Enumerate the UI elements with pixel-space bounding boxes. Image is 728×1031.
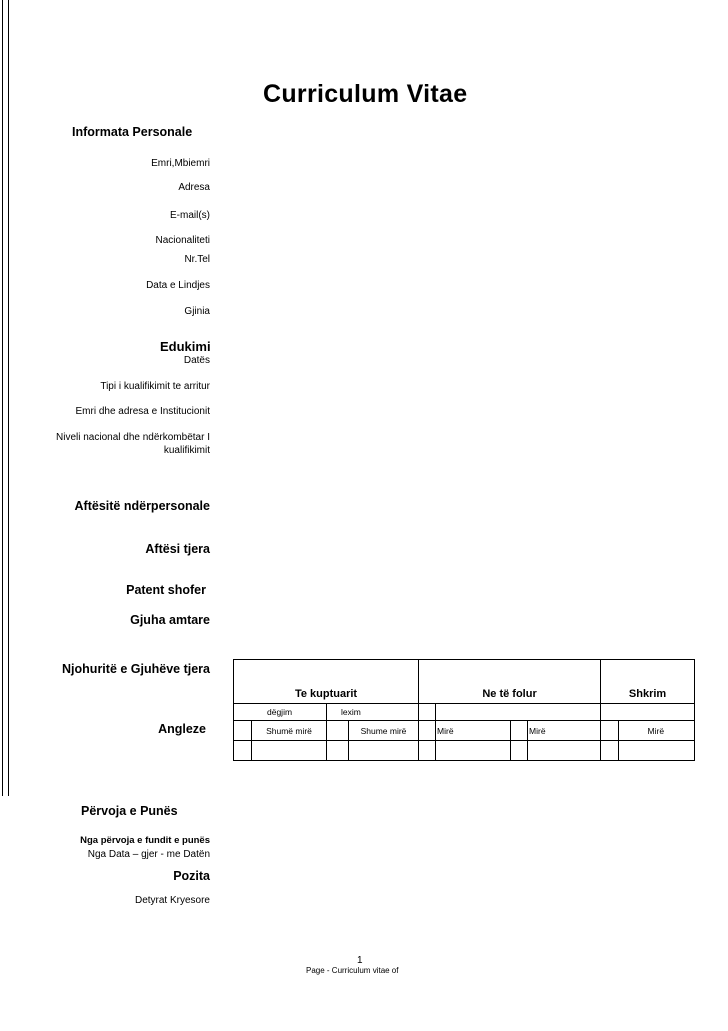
empty-cell: [528, 741, 601, 761]
language-table: [233, 659, 695, 761]
value-cell-blank: [601, 721, 619, 741]
language-name: Angleze: [158, 722, 206, 736]
mother-tongue-heading: Gjuha amtare: [130, 613, 210, 627]
listening-value: Shumë mirë: [252, 721, 327, 741]
listening-label: dëgjim: [267, 707, 293, 717]
empty-cell: [601, 741, 619, 761]
qualification-label: Tipi i kualifikimit te arritur: [100, 381, 210, 392]
qualification-level-label: Niveli nacional dhe ndërkombëtar I kualifikimit: [56, 432, 210, 456]
margin-line-left: [2, 0, 3, 796]
address-label: Adresa: [178, 182, 210, 193]
institution-label: Emri dhe adresa e Institucionit: [75, 406, 210, 417]
value-cell-blank: [327, 721, 349, 741]
empty-cell: [619, 741, 695, 761]
gender-label: Gjinia: [184, 306, 210, 317]
margin-line-right: [8, 0, 9, 796]
footer-text: Page - Curriculum vitae of: [306, 966, 399, 975]
writing-sub-cell: [601, 704, 695, 721]
reading-value: Shume mirë: [349, 721, 419, 741]
duties-label: Detyrat Kryesore: [134, 895, 210, 906]
experience-dates-label: Nga Data – gjer - me Datën: [87, 849, 210, 860]
interpersonal-skills-heading: Aftësitë ndërpersonale: [74, 499, 210, 513]
position-heading: Pozita: [173, 869, 210, 883]
empty-cell: [419, 741, 436, 761]
education-heading: Edukimi: [160, 339, 211, 354]
email-label: E-mail(s): [170, 210, 210, 221]
phone-label: Nr.Tel: [184, 254, 210, 265]
empty-cell: [252, 741, 327, 761]
listening-subheader: [234, 704, 327, 721]
nationality-label: Nacionaliteti: [155, 235, 210, 246]
experience-heading: Përvoja e Punës: [81, 804, 178, 818]
latest-experience-label: Nga përvoja e fundit e punës: [80, 835, 210, 846]
value-cell-blank: [419, 721, 436, 741]
spoken-interaction-value: Mirë: [436, 721, 511, 741]
reading-label: lexim: [341, 707, 361, 717]
value-cell-blank: [234, 721, 252, 741]
driving-license-heading: Patent shofer: [126, 583, 206, 597]
other-languages-heading: Njohuritë e Gjuhëve tjera: [62, 662, 210, 676]
value-cell-blank: [511, 721, 528, 741]
understanding-header: Te kuptuarit: [234, 660, 419, 704]
empty-cell: [327, 741, 349, 761]
reading-subheader: [327, 704, 419, 721]
personal-heading: Informata Personale: [72, 125, 193, 139]
speaking-sub-cell-2: [436, 704, 601, 721]
page-title: Curriculum Vitae: [263, 80, 468, 108]
education-dates-label: Datës: [183, 355, 210, 366]
other-skills-heading: Aftësi tjera: [145, 542, 210, 556]
name-label: Emri,Mbiemri: [151, 158, 210, 169]
speaking-sub-cell-1: [419, 704, 436, 721]
empty-cell: [436, 741, 511, 761]
page-number: 1: [357, 955, 363, 966]
speaking-header: Ne të folur: [419, 660, 601, 704]
empty-cell: [234, 741, 252, 761]
spoken-production-value: Mirë: [528, 721, 601, 741]
writing-header: Shkrim: [601, 660, 695, 704]
empty-cell: [511, 741, 528, 761]
birthdate-label: Data e Lindjes: [146, 280, 210, 291]
writing-value: Mirë: [619, 721, 695, 741]
empty-cell: [349, 741, 419, 761]
